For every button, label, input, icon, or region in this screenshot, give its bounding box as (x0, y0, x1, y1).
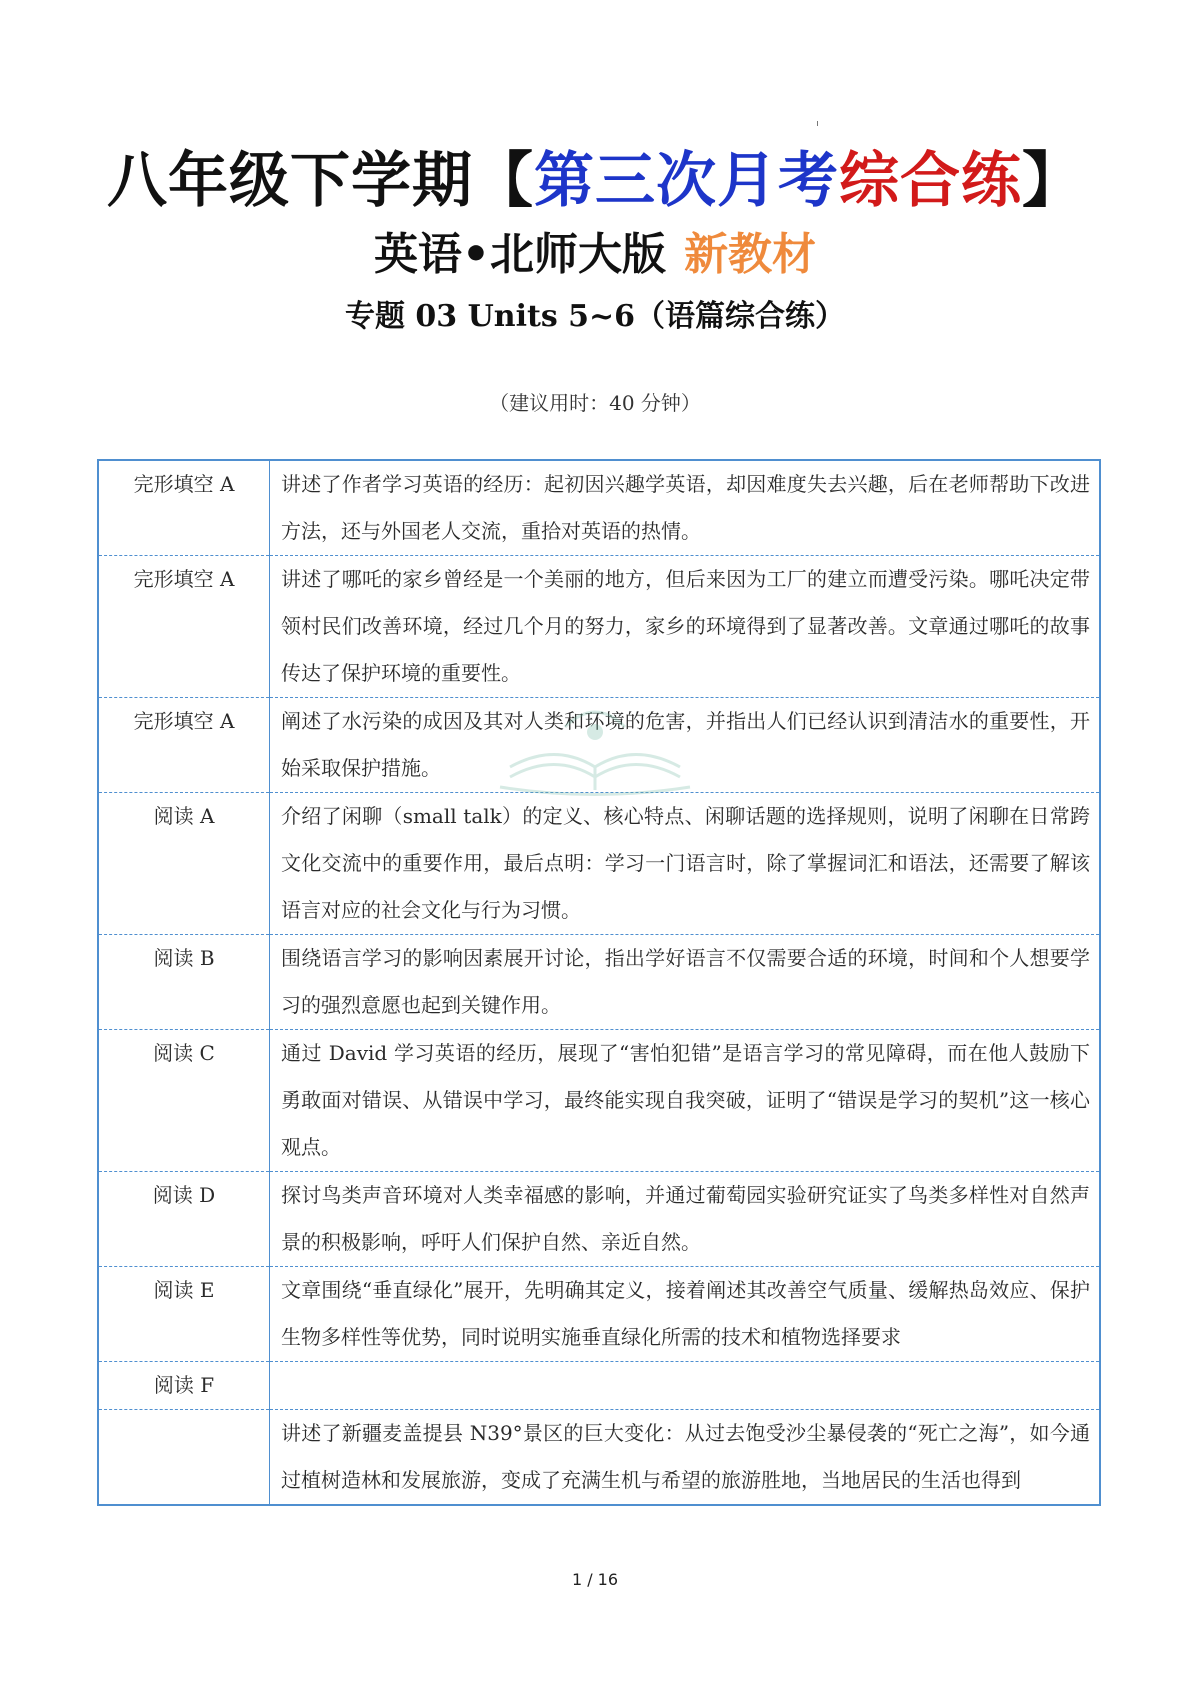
title-suffix: 】 (1022, 146, 1083, 216)
page-number: 1 / 16 (571, 1570, 619, 1589)
suggested-time: （建议用时：40 分钟） (489, 391, 701, 415)
row-description: 文章围绕“垂直绿化”展开，先明确其定义，接着阐述其改善空气质量、缓解热岛效应、保护生物多样性等优势，同时说明实施垂直绿化所需的技术和植物选择要求 (270, 1267, 1101, 1362)
row-description: 围绕语言学习的影响因素展开讨论，指出学好语言不仅需要合适的环境，时间和个人想要学习的强烈意愿也起到关键作用。 (270, 935, 1101, 1030)
title-prefix: 八年级下学期【 (107, 146, 534, 216)
topic-heading: 专题 03 Units 5~6（语篇综合练） (344, 299, 846, 334)
table-row (98, 1267, 1100, 1362)
row-label: 阅读 E (98, 1267, 270, 1362)
document-title (0, 144, 1190, 218)
row-label: 完形填空 A (98, 698, 270, 793)
subtitle-accent: 新教材 (684, 229, 817, 280)
row-description (270, 1362, 1101, 1410)
table-row (98, 935, 1100, 1030)
row-label: 阅读 F (98, 1362, 270, 1410)
row-description: 通过 David 学习英语的经历，展现了“害怕犯错”是语言学习的常见障碍，而在他人鼓励下勇敢面对错误、从错误中学习，最终能实现自我突破，证明了“错误是学习的契机”这一核心观点。 (270, 1030, 1101, 1172)
row-label: 阅读 C (98, 1030, 270, 1172)
subtitle-main: 英语•北师大版 (373, 229, 667, 280)
top-tick-mark (817, 121, 818, 126)
row-label: 完形填空 A (98, 556, 270, 698)
document-subtitle (0, 226, 1190, 284)
passage-overview-table (97, 459, 1101, 1506)
row-label: 阅读 D (98, 1172, 270, 1267)
table-row (98, 793, 1100, 935)
table-row (98, 460, 1100, 556)
row-label: 完形填空 A (98, 460, 270, 556)
title-red: 综合练 (839, 146, 1022, 216)
row-description: 阐述了水污染的成因及其对人类和环境的危害，并指出人们已经认识到清洁水的重要性，开始采取保护措施。 (270, 698, 1101, 793)
row-description: 探讨鸟类声音环境对人类幸福感的影响，并通过葡萄园实验研究证实了鸟类多样性对自然声景的积极影响，呼吁人们保护自然、亲近自然。 (270, 1172, 1101, 1267)
row-description: 介绍了闲聊（small talk）的定义、核心特点、闲聊话题的选择规则，说明了闲聊在日常跨文化交流中的重要作用，最后点明：学习一门语言时，除了掌握词汇和语法，还需要了解该语言对应的社会文化与行为习惯。 (270, 793, 1101, 935)
row-description: 讲述了新疆麦盖提县 N39°景区的巨大变化：从过去饱受沙尘暴侵袭的“死亡之海”，如今通过植树造林和发展旅游，变成了充满生机与希望的旅游胜地，当地居民的生活也得到 (270, 1410, 1101, 1506)
row-description: 讲述了作者学习英语的经历：起初因兴趣学英语，却因难度失去兴趣，后在老师帮助下改进方法，还与外国老人交流，重拾对英语的热情。 (270, 460, 1101, 556)
book-watermark-icon (470, 672, 720, 812)
table-row (98, 1030, 1100, 1172)
row-label: 阅读 A (98, 793, 270, 935)
table-row (98, 1410, 1100, 1506)
row-label: 阅读 B (98, 935, 270, 1030)
row-description: 讲述了哪吒的家乡曾经是一个美丽的地方，但后来因为工厂的建立而遭受污染。哪吒决定带领村民们改善环境，经过几个月的努力，家乡的环境得到了显著改善。文章通过哪吒的故事传达了保护环境的重要性。 (270, 556, 1101, 698)
row-label (98, 1410, 270, 1506)
title-blue: 第三次月考 (534, 146, 839, 216)
table-row (98, 1362, 1100, 1410)
table-row (98, 1172, 1100, 1267)
